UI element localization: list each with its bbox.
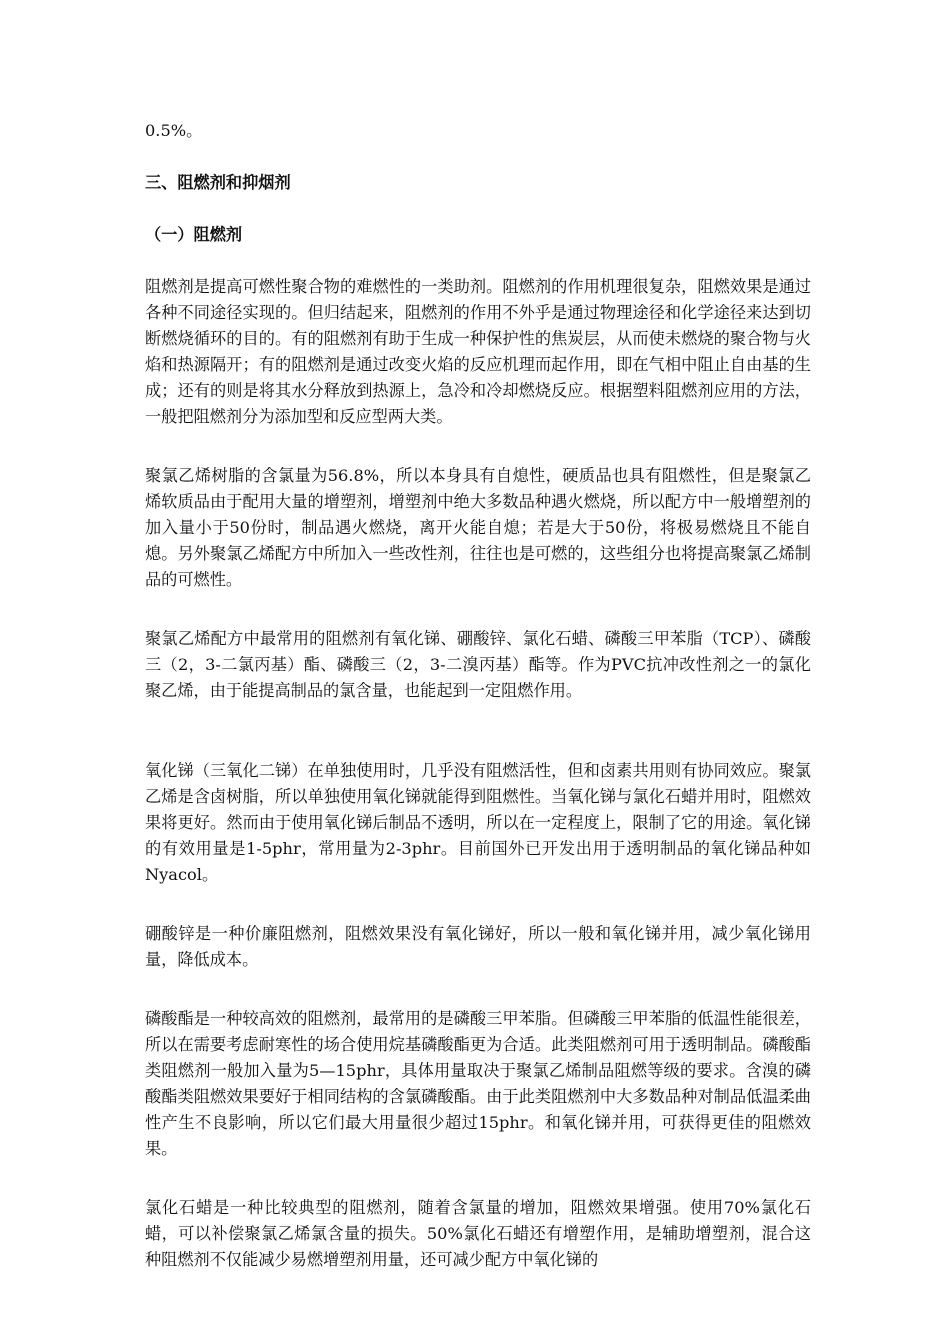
- spacer: [145, 704, 811, 758]
- paragraph-antimony-oxide: 氧化锑（三氧化二锑）在单独使用时，几乎没有阻燃活性，但和卤素共用则有协同效应。聚氯乙烯是含卤树脂，所以单独使用氧化锑就能得到阻燃性。当氧化锑与氯化石蜡并用时，阻燃效果将更好。然而由于使用氧化锑后制品不透明，所以在一定程度上，限制了它的用途。氧化锑的有效用量是1-5phr，常用量为2-3phr。目前国外已开发出用于透明制品的氧化锑品种如Nyacol。: [145, 761, 811, 884]
- spacer: [145, 1162, 811, 1195]
- paragraph-chlorinated-paraffin: 氯化石蜡是一种比较典型的阻燃剂，随着含氯量的增加，阻燃效果增强。使用70%氯化石蜡，可以补偿聚氯乙烯氯含量的损失。50%氯化石蜡还有增塑作用，是辅助增塑剂，混合这种阻燃剂不仅能减少易燃增塑剂用量，还可减少配方中氧化锑的: [145, 1198, 811, 1269]
- spacer: [145, 248, 811, 274]
- spacer: [145, 144, 811, 170]
- subsection-title: （一）阻燃剂: [145, 225, 243, 244]
- spacer: [145, 973, 811, 1006]
- section-title: 三、阻燃剂和抑烟剂: [145, 173, 291, 192]
- paragraph-mechanism: 阻燃剂是提高可燃性聚合物的难燃性的一类助剂。阻燃剂的作用机理很复杂，阻燃效果是通过各种不同途径实现的。但归结起来，阻燃剂的作用不外乎是通过物理途径和化学途径来达到切断燃烧循环的目的。有的阻燃剂有助于生成一种保护性的焦炭层，从而使未燃烧的聚合物与火焰和热源隔开；有的阻燃剂是通过改变火焰的反应机理而起作用，即在气相中阻止自由基的生成；还有的则是将其水分释放到热源上，急冷和冷却燃烧反应。根据塑料阻燃剂应用的方法，一般把阻燃剂分为添加型和反应型两大类。: [145, 277, 811, 426]
- spacer: [145, 888, 811, 921]
- spacer: [145, 430, 811, 463]
- paragraph-common-retardants: 聚氯乙烯配方中最常用的阻燃剂有氧化锑、硼酸锌、氯化石蜡、磷酸三甲苯脂（TCP）、磷酸三（2，3-二氯丙基）酯、磷酸三（2，3-二溴丙基）酯等。作为PVC抗冲改性剂之一的氯化聚乙烯，由于能提高制品的氯含量，也能起到一定阻燃作用。: [145, 629, 811, 700]
- paragraph-pvc-chlorine: 聚氯乙烯树脂的含氯量为56.8%，所以本身具有自熄性，硬质品也具有阻燃性，但是聚氯乙烯软质品由于配用大量的增塑剂，增塑剂中绝大多数品种遇火燃烧，所以配方中一般增塑剂的加入量小于50份时，制品遇火燃烧，离开火能自熄；若是大于50份，将极易燃烧且不能自熄。另外聚氯乙烯配方中所加入一些改性剂，往往也是可燃的，这些组分也将提高聚氯乙烯制品的可燃性。: [145, 466, 811, 589]
- paragraph-zinc-borate: 硼酸锌是一种价廉阻燃剂，阻燃效果没有氧化锑好，所以一般和氧化锑并用，减少氧化锑用量，降低成本。: [145, 924, 811, 969]
- document-page: [145, 118, 811, 1273]
- continued-text-fragment: 0.5%。: [145, 121, 203, 140]
- paragraph-phosphate-esters: 磷酸酯是一种较高效的阻燃剂，最常用的是磷酸三甲苯脂。但磷酸三甲苯脂的低温性能很差，所以在需要考虑耐寒性的场合使用烷基磷酸酯更为合适。此类阻燃剂可用于透明制品。磷酸酯类阻燃剂一般加入量为5—15phr，具体用量取决于聚氯乙烯制品阻燃等级的要求。含溴的磷酸酯类阻燃效果要好于相同结构的含氯磷酸酯。由于此类阻燃剂中大多数品种对制品低温柔曲性产生不良影响，所以它们最大用量很少超过15phr。和氧化锑并用，可获得更佳的阻燃效果。: [145, 1009, 811, 1158]
- spacer: [145, 593, 811, 626]
- spacer: [145, 196, 811, 222]
